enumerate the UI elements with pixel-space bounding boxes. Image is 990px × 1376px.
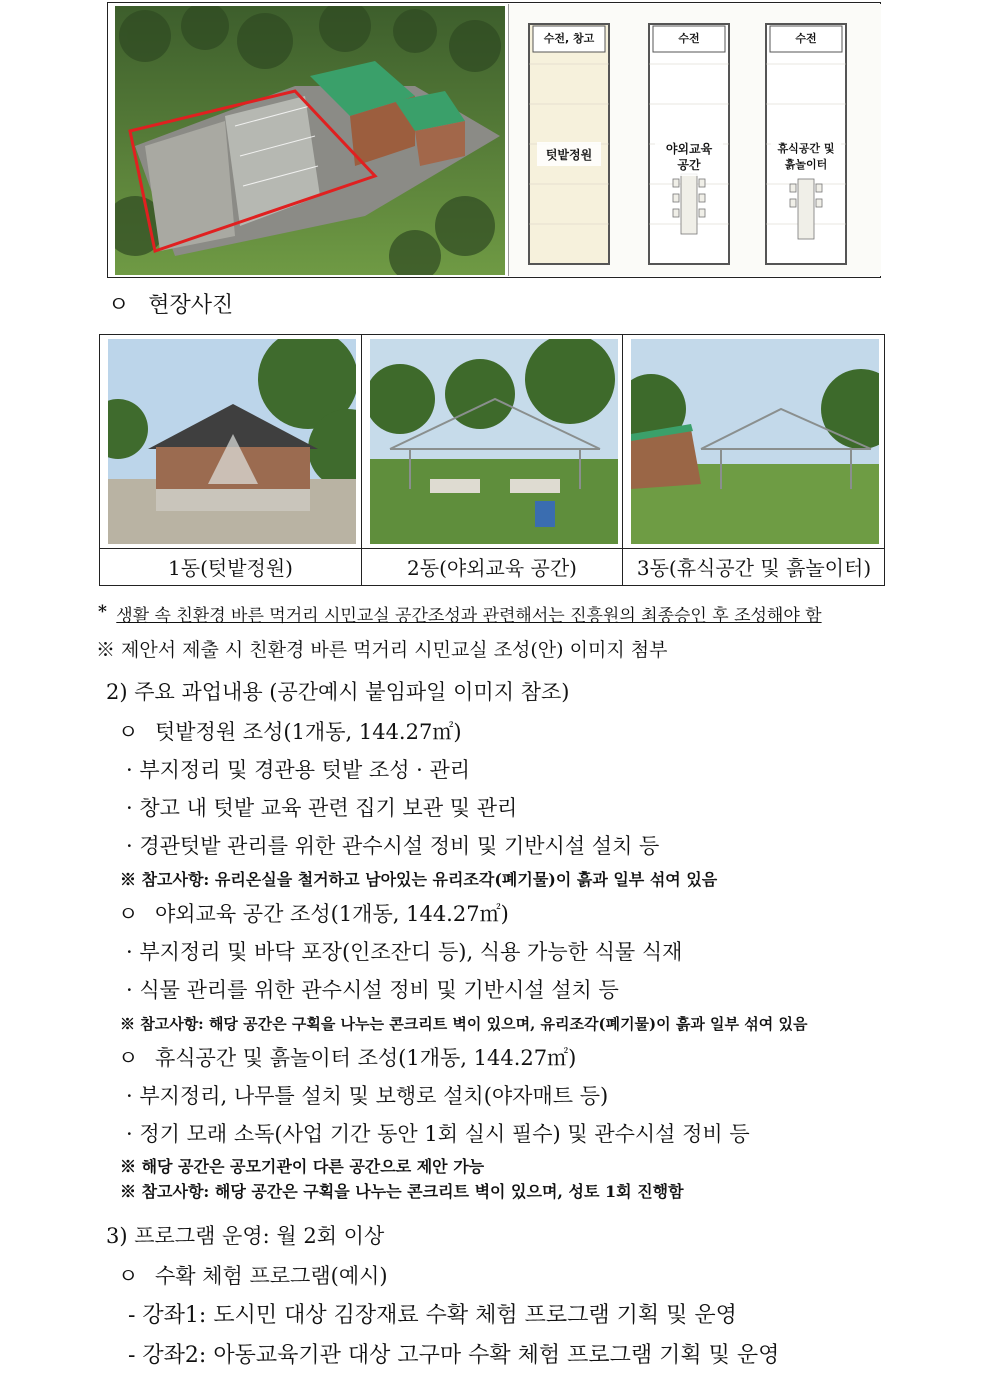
item2-bullet-1: · 부지정리 및 바닥 포장(인조잔디 등), 식용 가능한 식물 식재 (126, 940, 683, 964)
program-line-1: - 강좌1: 도시민 대상 김장재료 수확 체험 프로그램 기획 및 운영 (128, 1303, 737, 1328)
bullet-circle: ㅇ (118, 902, 139, 926)
plan-col2-label-2: 공간 (677, 158, 701, 172)
plan-col2-head: 수전 (678, 32, 700, 45)
item3-bullet-1: · 부지정리, 나무틀 설치 및 보행로 설치(야자매트 등) (126, 1084, 609, 1108)
bullet-circle: ㅇ (118, 1264, 139, 1288)
aerial-render-image (115, 6, 505, 275)
photo-caption-3: 3동(휴식공간 및 흙놀이터) (636, 556, 872, 580)
section2-title: 2) 주요 과업내용 (공간예시 붙임파일 이미지 참조) (106, 680, 570, 704)
item1-heading-text: 텃밭정원 조성(1개동, 144.27㎡) (154, 720, 462, 744)
item3-note-1: ※ 해당 공간은 공모기관이 다른 공간으로 제안 가능 (120, 1157, 485, 1176)
item1-bullet-2: · 창고 내 텃밭 교육 관련 집기 보관 및 관리 (126, 796, 518, 820)
item2-note-1: ※ 참고사항: 해당 공간은 구획을 나누는 콘크리트 벽이 있으며, 유리조각(폐기물)이 흙과 일부 섞여 있음 (120, 1015, 808, 1033)
ref-note: ※ 제안서 제출 시 친환경 바른 먹거리 시민교실 조성(안) 이미지 첨부 (96, 639, 668, 661)
bullet-circle: ㅇ (108, 293, 130, 318)
plan-col1-head: 수전, 창고 (543, 32, 595, 45)
item1-bullet-3: · 경관텃밭 관리를 위한 관수시설 정비 및 기반시설 설치 등 (126, 834, 660, 858)
item2-heading (118, 900, 509, 928)
photo-caption-2: 2동(야외교육 공간) (407, 556, 577, 580)
floor-plan-diagram (508, 4, 881, 276)
item1-bullet-1: · 부지정리 및 경관용 텃밭 조성 · 관리 (126, 758, 471, 782)
item3-heading (118, 1044, 576, 1072)
section3-heading-text: 수확 체험 프로그램(예시) (154, 1264, 388, 1288)
bullet-circle: ㅇ (118, 1046, 139, 1070)
star-note (98, 600, 822, 628)
plan-col3-label-2: 흙놀이터 (784, 158, 828, 171)
item3-bullet-2: · 정기 모래 소독(사업 기간 동안 1회 실시 필수) 및 관수시설 정비 등 (126, 1122, 750, 1146)
site-photo-3 (631, 339, 879, 544)
top-figure-frame (107, 2, 881, 278)
star-mark: * (98, 602, 107, 622)
section3-heading (118, 1262, 388, 1290)
item1-heading (118, 718, 462, 746)
item3-heading-text: 휴식공간 및 흙놀이터 조성(1개동, 144.27㎡) (154, 1046, 577, 1070)
item2-bullet-2: · 식물 관리를 위한 관수시설 정비 및 기반시설 설치 등 (126, 978, 619, 1002)
item2-heading-text: 야외교육 공간 조성(1개동, 144.27㎡) (154, 902, 509, 926)
program-line-2: - 강좌2: 아동교육기관 대상 고구마 수확 체험 프로그램 기획 및 운영 (128, 1343, 780, 1368)
section3-title: 3) 프로그램 운영: 월 2회 이상 (106, 1224, 385, 1248)
site-photo-2 (370, 339, 618, 544)
plan-col3-head: 수전 (795, 32, 817, 45)
photo-caption-1: 1동(텃밭정원) (168, 556, 293, 580)
site-photos-title: 현장사진 (148, 293, 234, 318)
item3-note-2: ※ 참고사항: 해당 공간은 구획을 나누는 콘크리트 벽이 있으며, 성토 1회 진행함 (120, 1182, 684, 1201)
plan-col3-label-1: 휴식공간 및 (777, 142, 835, 155)
site-photos-heading (108, 292, 233, 320)
site-photo-table (99, 334, 885, 586)
site-photo-1 (108, 339, 356, 544)
star-note-text: 생활 속 친환경 바른 먹거리 시민교실 공간조성과 관련해서는 진흥원의 최종승인 후 조성해야 함 (116, 606, 822, 626)
bullet-circle: ㅇ (118, 720, 139, 744)
plan-col1-label: 텃밭정원 (545, 148, 593, 162)
plan-col2-label-1: 야외교육 (665, 142, 713, 156)
item1-note-1: ※ 참고사항: 유리온실을 철거하고 남아있는 유리조각(폐기물)이 흙과 일부 섞여 있음 (120, 870, 718, 889)
